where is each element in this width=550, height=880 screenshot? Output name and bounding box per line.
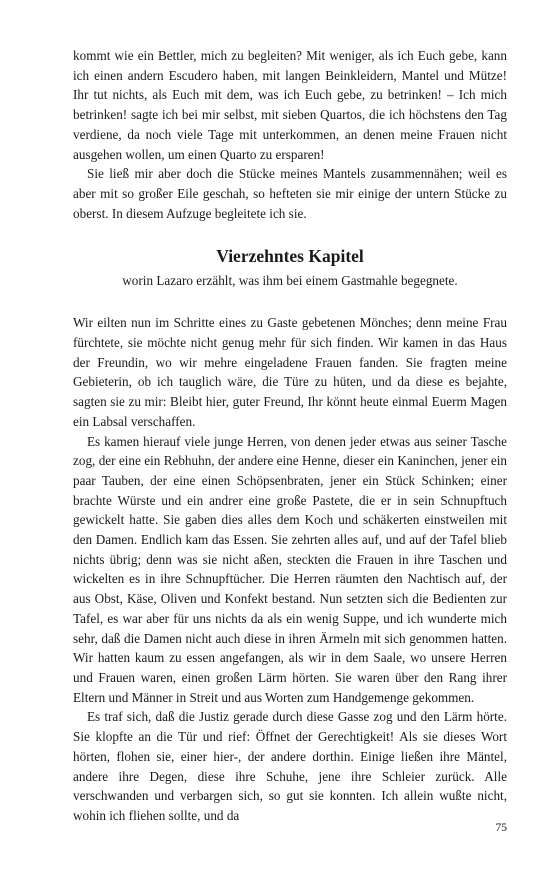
paragraph: Es traf sich, daß die Justiz gerade durch diese Gasse zog und den Lärm hörte. Sie klopfte an die Tür und rief: Öffnet der Gerechtigkeit! Als sie dieses Wort hörten, flohen sie, einer hier-, der andere dorthin. Einige ließen ihre Mäntel, andere ihre Degen, diese ihre Schuhe, jene ihre Schleier zurück. Alle verschwanden und verbargen sich, so gut sie konnten. Ich allein wußte nicht, wohin ich fliehen sollte, und da <box>73 709 507 823</box>
paragraph: Es kamen hierauf viele junge Herren, von denen jeder etwas aus seiner Tasche zog, der eine ein Rebhuhn, der andere eine Henne, dieser ein Kaninchen, jener ein paar Tauben, der eine einen Schöpsenbraten, jener ein Stück Schinken; einer brachte Würste und ein andrer eine große Pastete, die er in sein Schnupftuch gewickelt hatte. Sie gaben dies alles dem Koch und schäkerten einstweilen mit den Damen. Endlich kam das Essen. Sie zehrten alles auf, und auf der Tafel blieb nichts übrig; denn was sie nicht aßen, steckten die Frauen in ihre Taschen und wickelten es in ihre Schnupftücher. Die Herren räumten den Nachtisch auf, der aus Obst, Käse, Oliven und Konfekt bestand. Nun setzten sich die Bedienten zur Tafel, es war aber für uns nichts da als ein wenig Suppe, und ich wunderte mich sehr, daß die Damen nicht auch diese in ihren Ärmeln mit sich genommen hatten. Wir hatten kaum zu essen angefangen, als wir in dem Saale, wo unsere Herren und Frauen waren, einen großen Lärm hörten. Sie waren über den Rang ihrer Eltern und Männer in Streit und aus Worten zum Handgemenge gekommen. <box>73 433 507 705</box>
page-number: 75 <box>495 822 507 834</box>
paragraph: Sie ließ mir aber doch die Stücke meines Mantels zusammennähen; weil es aber mit so großer Eile geschah, so hefteten sie mir einige der untern Stücke zu oberst. In diesem Aufzuge begleitete ich sie. <box>73 166 507 221</box>
chapter-title: Vierzehntes Kapitel <box>216 246 364 267</box>
book-page <box>73 46 507 826</box>
paragraph-first: Wir eilten nun im Schritte eines zu Gaste gebetenen Mönches; denn meine Frau fürchtete, sie möchte nicht genug mehr für sich finden. Wir kamen in das Haus der Freundin, wo wir mehre eingeladene Frauen fanden. Sie fragten meine Gebieterin, ob ich tauglich wäre, die Türe zu hüten, und da diese es bejahte, sagten sie zu mir: Bleibt hier, guter Freund, Ihr könnt heute einmal Euerm Magen ein Labsal verschaffen. <box>73 315 507 429</box>
chapter-subtitle: worin Lazaro erzählt, was ihm bei einem Gastmahle begegnete. <box>122 273 458 289</box>
paragraph-continued: kommt wie ein Bettler, mich zu begleiten? Mit weniger, als ich Euch gebe, kann ich einen andern Escudero haben, mit langen Beinkleidern, Mantel und Mütze! Ihr tut nichts, als Euch mit dem, was ich Euch gebe, zu betrinken! – Ich mich betrinken! sagte ich bei mir selbst, mit sieben Quartos, die ich höchstens den Tag verdiene, da noch viele Tage mit unterkommen, an denen meine Frauen nicht ausgehen wollen, um einen Quarto zu ersparen! <box>73 48 507 162</box>
